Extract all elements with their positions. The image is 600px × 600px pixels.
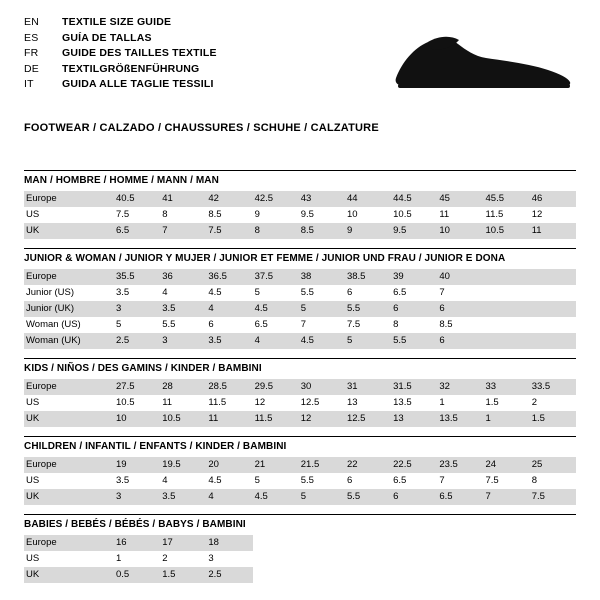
size-cell: 9.5 <box>391 223 437 239</box>
size-cell <box>484 269 530 285</box>
size-cell <box>530 301 576 317</box>
size-cell <box>484 301 530 317</box>
language-code: EN <box>24 16 39 28</box>
table-row <box>24 285 576 301</box>
size-cell: 8 <box>162 209 168 220</box>
size-cell: 38.5 <box>345 269 391 285</box>
size-cell <box>391 551 437 567</box>
size-cell: 17 <box>160 535 206 551</box>
table-row <box>24 395 576 411</box>
size-cell <box>299 551 345 567</box>
size-cell: 6.5 <box>393 475 407 486</box>
size-cell: 4 <box>162 475 168 486</box>
size-cell: 5.5 <box>345 301 391 317</box>
size-table <box>24 457 576 505</box>
size-cell: 10 <box>437 223 483 239</box>
size-cell: 11.5 <box>208 397 227 408</box>
size-cell <box>437 551 483 567</box>
table-row <box>24 489 576 505</box>
size-cell: 5 <box>254 287 260 298</box>
size-cell: 3 <box>160 333 206 349</box>
size-cell: 11.5 <box>485 209 504 220</box>
size-section <box>24 514 576 592</box>
size-cell: 40 <box>437 269 483 285</box>
table-row <box>24 269 576 285</box>
size-cell: 31 <box>345 379 391 395</box>
table-row <box>24 457 576 473</box>
size-cell <box>345 535 391 551</box>
size-row-label: UK <box>24 223 114 239</box>
size-cell <box>484 535 530 551</box>
size-cell: 36 <box>160 269 206 285</box>
size-cell: 8.5 <box>208 209 222 220</box>
size-cell: 5.5 <box>162 319 176 330</box>
size-cell: 5 <box>345 333 391 349</box>
size-cell: 7.5 <box>206 223 252 239</box>
size-section <box>24 248 576 358</box>
size-cell: 12.5 <box>300 397 320 408</box>
size-cell: 9 <box>254 209 260 220</box>
size-cell: 29.5 <box>253 379 299 395</box>
size-cell: 5 <box>299 489 345 505</box>
language-code: ES <box>24 31 39 44</box>
size-cell: 1 <box>116 553 122 564</box>
language-row <box>24 16 217 32</box>
language-title: TEXTILGRÖßENFÜHRUNG <box>62 62 200 75</box>
size-cell: 10.5 <box>393 209 412 220</box>
size-cell: 22 <box>345 457 391 473</box>
table-row <box>24 333 576 349</box>
size-row-label: UK <box>24 411 114 427</box>
size-cell: 11 <box>206 411 252 427</box>
size-section-title: BABIES / BEBÉS / BÉBÉS / BABYS / BAMBINI <box>24 514 576 535</box>
size-cell: 6.5 <box>114 223 160 239</box>
size-row-label: Junior (US) <box>26 287 75 298</box>
size-cell: 13 <box>346 397 358 408</box>
size-row-label: Woman (UK) <box>24 333 114 349</box>
table-row <box>24 411 576 427</box>
language-rows <box>24 16 217 94</box>
size-cell: 23.5 <box>437 457 483 473</box>
language-code: FR <box>24 47 39 59</box>
size-cell: 33 <box>484 379 530 395</box>
language-row <box>24 78 217 94</box>
table-row <box>24 317 576 333</box>
size-section <box>24 436 576 514</box>
size-cell: 8.5 <box>299 223 345 239</box>
size-cell: 43 <box>299 191 345 207</box>
size-cell: 11 <box>530 223 576 239</box>
size-cell: 1.5 <box>485 397 499 408</box>
size-cell <box>530 269 576 285</box>
language-row <box>24 63 217 79</box>
size-cell: 7.5 <box>116 209 130 220</box>
size-row-label: Europe <box>24 535 114 551</box>
size-cell: 44 <box>345 191 391 207</box>
size-cell: 6.5 <box>437 489 483 505</box>
table-row <box>24 473 576 489</box>
size-cell: 2 <box>531 397 537 408</box>
section-spacer <box>24 239 576 248</box>
size-cell: 8 <box>393 319 399 330</box>
size-cell: 5 <box>116 319 122 330</box>
size-cell: 6 <box>437 333 483 349</box>
size-row-label: US <box>26 397 40 408</box>
size-cell: 4 <box>253 333 299 349</box>
size-cell <box>299 567 345 583</box>
size-cell: 12 <box>531 209 543 220</box>
size-cell: 42.5 <box>253 191 299 207</box>
size-cell: 10.5 <box>160 411 206 427</box>
size-cell <box>530 567 576 583</box>
size-cell: 19 <box>114 457 160 473</box>
size-row-label: Europe <box>24 191 114 207</box>
size-cell <box>391 535 437 551</box>
size-cell <box>437 535 483 551</box>
size-cell: 5.5 <box>300 475 314 486</box>
table-row <box>24 551 576 567</box>
size-section-title: CHILDREN / INFANTIL / ENFANTS / KINDER / BAMBINI <box>24 436 576 457</box>
size-cell: 44.5 <box>391 191 437 207</box>
section-spacer <box>24 349 576 358</box>
size-cell: 5 <box>299 301 345 317</box>
language-title-table <box>24 16 217 94</box>
size-cell: 11 <box>439 209 450 220</box>
table-row <box>24 191 576 207</box>
footwear-heading: FOOTWEAR / CALZADO / CHAUSSURES / SCHUHE / CALZATURE <box>24 122 379 134</box>
size-row-label: Europe <box>24 457 114 473</box>
size-cell: 4.5 <box>208 475 222 486</box>
size-cell: 40.5 <box>114 191 160 207</box>
size-cell: 28.5 <box>206 379 252 395</box>
size-cell: 3 <box>114 489 160 505</box>
size-cell: 5.5 <box>391 333 437 349</box>
size-table <box>24 269 576 349</box>
size-row-label: Europe <box>24 379 114 395</box>
size-cell: 7 <box>439 287 445 298</box>
size-cell: 7.5 <box>530 489 576 505</box>
size-cell: 7 <box>439 475 445 486</box>
size-cell: 3 <box>208 553 214 564</box>
size-cell: 19.5 <box>160 457 206 473</box>
size-cell <box>253 551 299 567</box>
size-cell <box>530 333 576 349</box>
size-cell: 3.5 <box>160 301 206 317</box>
size-cell: 6.5 <box>254 319 268 330</box>
size-cell: 12.5 <box>345 411 391 427</box>
size-section-title: JUNIOR & WOMAN / JUNIOR Y MUJER / JUNIOR ET FEMME / JUNIOR UND FRAU / JUNIOR E DONA <box>24 248 576 269</box>
language-title: TEXTILE SIZE GUIDE <box>62 16 172 28</box>
size-cell: 8 <box>531 475 537 486</box>
size-cell: 6 <box>437 301 483 317</box>
size-cell <box>437 567 483 583</box>
size-cell: 12 <box>299 411 345 427</box>
size-cell: 2.5 <box>114 333 160 349</box>
language-row <box>24 47 217 63</box>
size-cell: 6 <box>346 287 353 298</box>
size-cell: 21.5 <box>299 457 345 473</box>
size-cell: 3.5 <box>160 489 206 505</box>
section-spacer <box>24 505 576 514</box>
size-cell <box>530 285 576 301</box>
size-cell: 21 <box>253 457 299 473</box>
size-cell: 8.5 <box>439 319 453 330</box>
size-cell <box>253 535 299 551</box>
size-cell: 1.5 <box>160 567 206 583</box>
size-cell: 9 <box>345 223 391 239</box>
language-code: DE <box>24 62 39 75</box>
size-cell: 6 <box>208 319 214 330</box>
size-cell: 1 <box>484 411 530 427</box>
size-row-label: US <box>26 553 40 564</box>
size-cell: 6.5 <box>393 287 407 298</box>
language-code: IT <box>24 78 34 90</box>
size-cell: 31.5 <box>391 379 437 395</box>
table-row <box>24 567 576 583</box>
size-cell <box>530 535 576 551</box>
size-cell: 0.5 <box>114 567 160 583</box>
size-cell: 11 <box>162 397 173 408</box>
size-cell: 7.5 <box>346 319 361 330</box>
size-cell <box>299 535 345 551</box>
language-row <box>24 32 217 48</box>
size-cell: 36.5 <box>206 269 252 285</box>
section-spacer <box>24 583 576 592</box>
size-cell: 16 <box>114 535 160 551</box>
size-cell: 35.5 <box>114 269 160 285</box>
size-cell: 2 <box>162 553 168 564</box>
size-cell: 20 <box>206 457 252 473</box>
table-row <box>24 301 576 317</box>
size-cell <box>484 317 530 333</box>
table-row <box>24 535 576 551</box>
size-cell: 10.5 <box>116 397 135 408</box>
table-row <box>24 379 576 395</box>
size-row-label: Europe <box>24 269 114 285</box>
size-cell <box>345 567 391 583</box>
size-cell: 4.5 <box>208 287 222 298</box>
size-cell <box>484 333 530 349</box>
size-cell: 2.5 <box>206 567 252 583</box>
size-cell: 4 <box>206 301 252 317</box>
size-cell: 3.5 <box>116 287 130 298</box>
table-row <box>24 223 576 239</box>
size-cell: 13 <box>391 411 437 427</box>
size-cell <box>345 551 391 567</box>
size-cell: 46 <box>530 191 576 207</box>
size-cell: 4.5 <box>299 333 345 349</box>
size-cell: 9.5 <box>300 209 314 220</box>
size-cell: 18 <box>206 535 252 551</box>
size-cell: 5.5 <box>300 287 314 298</box>
size-cell: 1 <box>439 397 445 408</box>
size-cell: 24 <box>484 457 530 473</box>
dress-shoe-icon <box>388 18 578 98</box>
size-cell <box>484 567 530 583</box>
size-cell <box>484 551 530 567</box>
language-title: GUIDA ALLE TAGLIE TESSILI <box>62 78 214 90</box>
size-cell: 4 <box>206 489 252 505</box>
size-section-title: MAN / HOMBRE / HOMME / MANN / MAN <box>24 170 576 191</box>
size-cell: 8 <box>253 223 299 239</box>
size-cell: 4.5 <box>253 301 299 317</box>
size-cell: 41 <box>160 191 206 207</box>
size-cell: 45 <box>437 191 483 207</box>
size-cell: 13.5 <box>437 411 483 427</box>
size-cell: 12 <box>254 397 266 408</box>
size-cell: 4.5 <box>253 489 299 505</box>
size-cell: 6 <box>391 301 437 317</box>
size-cell <box>530 551 576 567</box>
size-cell: 6 <box>391 489 437 505</box>
size-section-title: KIDS / NIÑOS / DES GAMINS / KINDER / BAMBINI <box>24 358 576 379</box>
size-cell: 22.5 <box>391 457 437 473</box>
size-cell: 5 <box>254 475 260 486</box>
size-cell: 28 <box>160 379 206 395</box>
size-cell: 30 <box>299 379 345 395</box>
size-cell: 27.5 <box>114 379 160 395</box>
size-cell: 3 <box>114 301 160 317</box>
language-title: GUÍA DE TALLAS <box>62 31 152 44</box>
size-cell: 11.5 <box>253 411 299 427</box>
size-table <box>24 379 576 427</box>
table-row <box>24 207 576 223</box>
size-cell: 10.5 <box>484 223 530 239</box>
size-table <box>24 535 576 583</box>
size-row-label: US <box>26 209 40 220</box>
size-cell <box>530 317 576 333</box>
size-cell: 25 <box>530 457 576 473</box>
size-cell: 3.5 <box>116 475 130 486</box>
size-row-label: UK <box>24 489 114 505</box>
size-cell: 13.5 <box>393 397 412 408</box>
size-cell: 32 <box>437 379 483 395</box>
size-cell: 7 <box>300 319 307 330</box>
size-cell: 10 <box>114 411 160 427</box>
size-cell: 37.5 <box>253 269 299 285</box>
size-cell: 6 <box>346 475 353 486</box>
size-row-label: Woman (US) <box>26 319 81 330</box>
size-cell: 4 <box>162 287 168 298</box>
header <box>0 0 600 110</box>
size-row-label: Junior (UK) <box>24 301 114 317</box>
size-sections <box>0 170 600 592</box>
size-cell: 33.5 <box>530 379 576 395</box>
language-title: GUIDE DES TAILLES TEXTILE <box>62 47 217 59</box>
size-cell: 38 <box>299 269 345 285</box>
size-cell <box>484 285 530 301</box>
size-cell: 39 <box>391 269 437 285</box>
size-cell: 7 <box>160 223 206 239</box>
size-cell: 3.5 <box>206 333 252 349</box>
size-cell: 45.5 <box>484 191 530 207</box>
size-cell: 7.5 <box>485 475 499 486</box>
size-cell <box>253 567 299 583</box>
size-cell: 7 <box>484 489 530 505</box>
size-cell <box>391 567 437 583</box>
size-cell: 42 <box>206 191 252 207</box>
size-section <box>24 358 576 436</box>
size-section <box>24 170 576 248</box>
size-row-label: US <box>26 475 40 486</box>
size-cell: 1.5 <box>530 411 576 427</box>
section-spacer <box>24 427 576 436</box>
size-table <box>24 191 576 239</box>
size-cell: 10 <box>346 209 358 220</box>
size-cell: 5.5 <box>345 489 391 505</box>
size-row-label: UK <box>24 567 114 583</box>
